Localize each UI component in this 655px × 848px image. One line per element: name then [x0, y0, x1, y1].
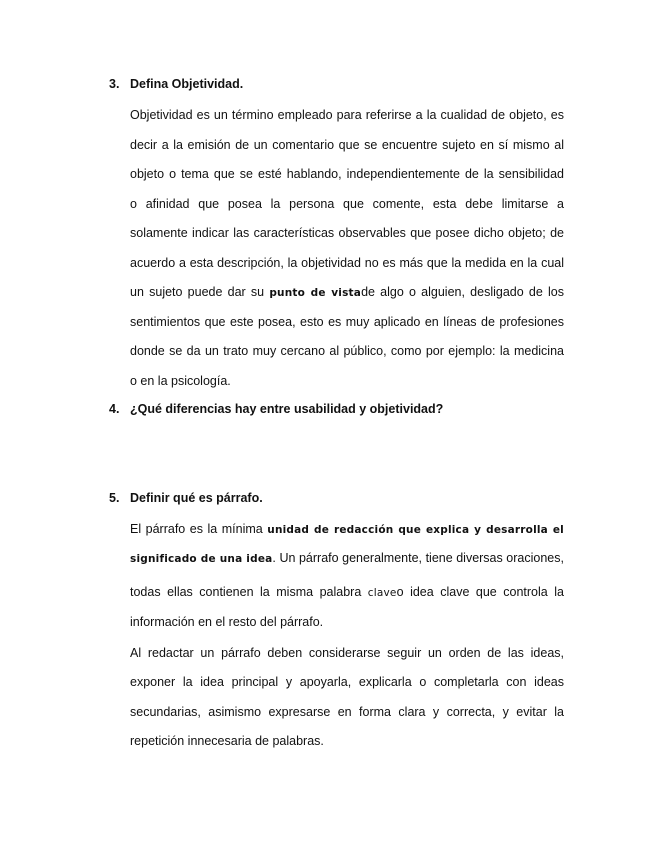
q5-line-1-bold: unidad de redacción que explica y desarrolla el	[267, 524, 564, 536]
question-4-heading	[109, 402, 443, 416]
q3-line-7	[130, 284, 564, 301]
q3-line-2: decir a la emisión de un comentario que se encuentre sujeto en sí mismo al	[130, 138, 564, 152]
q5-line-1	[130, 521, 564, 538]
q3-line-3: objeto o tema que se esté hablando, independientemente de la sensibilidad	[130, 167, 564, 181]
q5-line-2-end: . Un párrafo generalmente, tiene diversas oraciones,	[272, 551, 564, 565]
q5-line-3-end: o idea clave que controla la	[396, 585, 564, 599]
q3-line-8: sentimientos que este posea, esto es muy aplicado en líneas de profesiones	[130, 315, 564, 329]
question-4-title: ¿Qué diferencias hay entre usabilidad y objetividad?	[130, 402, 444, 416]
punto-de-vista-link[interactable]: punto de vista	[269, 287, 362, 299]
q5-p2-line-4: repetición innecesaria de palabras.	[130, 734, 324, 748]
q3-line-7-start: un sujeto puede dar su	[130, 285, 265, 299]
q3-line-7-end: de algo o alguien, desligado de los	[361, 285, 564, 299]
q5-line-4: información en el resto del párrafo.	[130, 615, 324, 629]
question-5-heading	[109, 491, 263, 505]
q5-line-3-start: todas ellas contienen la misma palabra	[130, 585, 362, 599]
q5-p2-line-3: secundarias, asimismo expresarse en forma clara y correcta, y evitar la	[130, 705, 564, 719]
q3-line-10: o en la psicología.	[130, 374, 231, 388]
q3-line-9: donde se da un trato muy cercano al público, como por ejemplo: la medicina	[130, 344, 564, 358]
q3-line-4: o afinidad que posea la persona que comente, esta debe limitarse a	[130, 197, 564, 211]
q5-line-1-start: El párrafo es la mínima	[130, 522, 263, 536]
q5-line-2	[130, 550, 564, 567]
question-3-title: Defina Objetividad.	[130, 77, 244, 91]
q3-line-1: Objetividad es un término empleado para referirse a la cualidad de objeto, es	[130, 108, 564, 122]
q3-line-5: solamente indicar las características observables que posee dicho objeto; de	[130, 226, 564, 240]
q5-line-2-bold: significado de una idea	[130, 553, 273, 565]
question-5-title: Definir qué es párrafo.	[130, 491, 263, 505]
question-3-heading	[109, 77, 243, 91]
question-5-number: 5.	[109, 491, 120, 505]
q5-line-3	[130, 584, 564, 601]
q3-line-6: acuerdo a esta descripción, la objetividad no es más que la medida en la cual	[130, 256, 564, 270]
question-4-number: 4.	[109, 402, 120, 416]
q5-line-3-word: clave	[367, 587, 397, 599]
question-3-number: 3.	[109, 77, 120, 91]
q5-p2-line-2: exponer la idea principal y apoyarla, explicarla o completarla con ideas	[130, 675, 564, 689]
q5-p2-line-1: Al redactar un párrafo deben considerarse seguir un orden de las ideas,	[130, 646, 564, 660]
